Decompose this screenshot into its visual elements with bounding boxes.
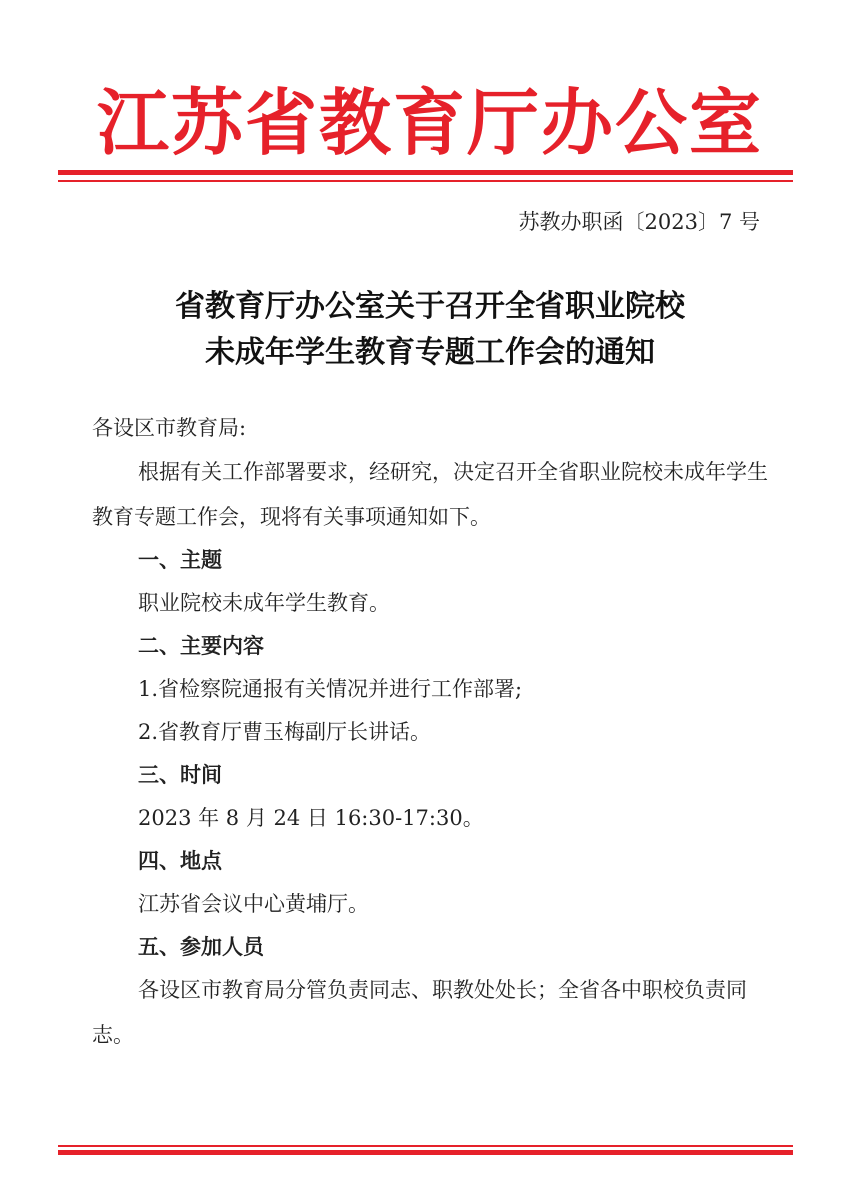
section-heading: 五、参加人员 <box>138 935 264 959</box>
salutation: 各设区市教育局: <box>92 416 247 440</box>
section-heading: 一、主题 <box>138 548 222 572</box>
section-text: 1.省检察院通报有关情况并进行工作部署; <box>138 677 523 701</box>
section-heading: 四、地点 <box>138 849 222 873</box>
issuer-masthead: 江苏省教育厅办公室 <box>96 80 763 165</box>
section-text: 2.省教育厅曹玉梅副厅长讲话。 <box>138 720 432 744</box>
attendees-paragraph: 各设区市教育局分管负责同志、职教处处长；全省各中职校负责同志。 <box>92 978 747 1047</box>
document-title <box>0 284 860 376</box>
header-rule-thick <box>58 170 793 175</box>
section-heading: 二、主要内容 <box>138 634 264 658</box>
section-text: 职业院校未成年学生教育。 <box>138 591 390 615</box>
document-number: 苏教办职函〔2023〕7 号 <box>518 210 760 234</box>
header-rule-thin <box>58 180 793 182</box>
footer-rule-thin <box>58 1145 793 1147</box>
footer-rule-thick <box>58 1150 793 1155</box>
section-heading: 三、时间 <box>138 763 222 787</box>
intro-paragraph: 根据有关工作部署要求，经研究，决定召开全省职业院校未成年学生教育专题工作会，现将有关事项通知如下。 <box>92 460 768 529</box>
title-line-2: 未成年学生教育专题工作会的通知 <box>205 335 655 370</box>
section-text: 江苏省会议中心黄埔厅。 <box>138 892 369 916</box>
section-text: 2023 年 8 月 24 日 16:30-17:30。 <box>138 806 484 830</box>
title-line-1: 省教育厅办公室关于召开全省职业院校 <box>175 289 685 324</box>
